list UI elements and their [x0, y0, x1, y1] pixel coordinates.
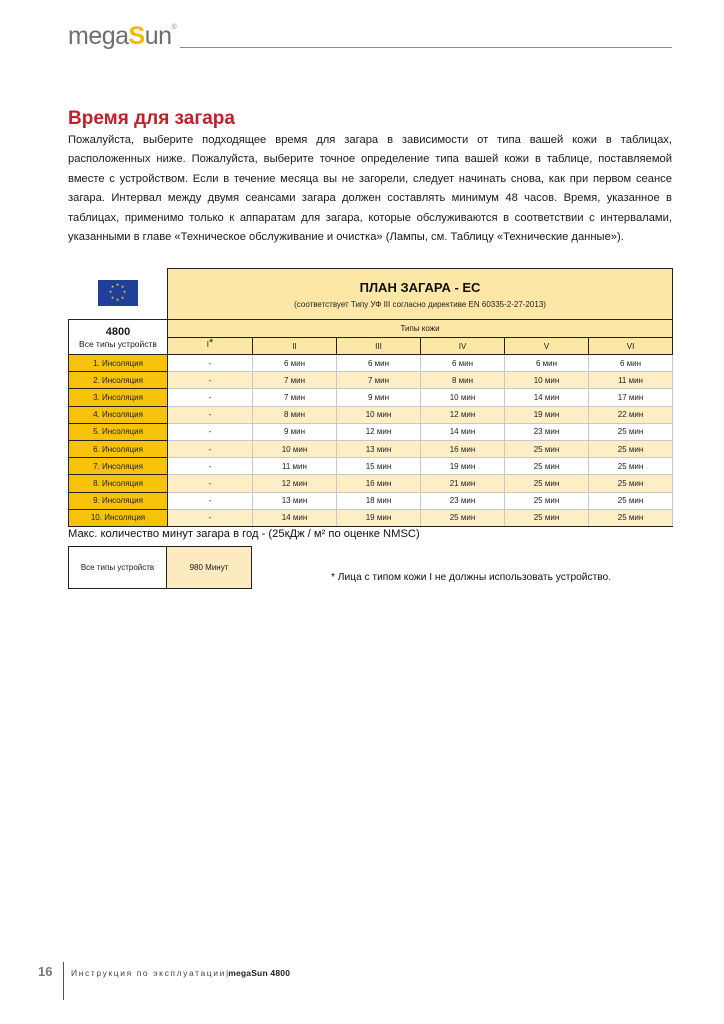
- time-cell: 10 мин: [505, 372, 589, 389]
- table-row: [69, 372, 673, 389]
- time-cell: 8 мин: [421, 372, 505, 389]
- model-number: 4800: [105, 325, 131, 338]
- time-cell: 6 мин: [337, 355, 421, 372]
- time-cell: 10 мин: [421, 389, 505, 406]
- session-label: 10. Инсоляция: [69, 509, 168, 526]
- plan-title: ПЛАН ЗАГАРА - ЕС: [359, 279, 481, 295]
- time-cell: 25 мин: [589, 475, 673, 492]
- footer-product: megaSun 4800: [228, 968, 291, 978]
- time-cell: 9 мин: [337, 389, 421, 406]
- time-cell: 12 мин: [253, 475, 337, 492]
- skin-types-header: Типы кожи: [168, 320, 673, 338]
- footnote: * Лица с типом кожи I не должны использовать устройство.: [331, 572, 612, 583]
- time-cell: 9 мин: [253, 423, 337, 440]
- time-cell: 16 мин: [337, 475, 421, 492]
- table-row: [69, 475, 673, 492]
- skin-type-header: II: [253, 338, 337, 355]
- time-cell: 12 мин: [337, 423, 421, 440]
- skin-type-label: I: [206, 340, 209, 349]
- time-cell: 22 мин: [589, 406, 673, 423]
- eu-flag-icon: ★ ★ ★ ★ ★ ★ ★ ★: [98, 280, 138, 306]
- time-cell: -: [168, 406, 253, 423]
- table-row: [69, 389, 673, 406]
- time-cell: 10 мин: [337, 406, 421, 423]
- time-cell: -: [168, 355, 253, 372]
- session-label: 6. Инсоляция: [69, 440, 168, 457]
- time-cell: 14 мин: [421, 423, 505, 440]
- time-cell: 25 мин: [589, 440, 673, 457]
- time-cell: -: [168, 458, 253, 475]
- time-cell: 6 мин: [505, 355, 589, 372]
- time-cell: 10 мин: [253, 440, 337, 457]
- time-cell: 7 мин: [253, 372, 337, 389]
- time-cell: 7 мин: [253, 389, 337, 406]
- yearly-max-table: [68, 546, 252, 589]
- time-cell: 23 мин: [505, 423, 589, 440]
- time-cell: -: [168, 389, 253, 406]
- time-cell: 25 мин: [505, 509, 589, 526]
- yearly-max-heading: Макс. количество минут загара в год - (25кДж / м² по оценке NMSC): [68, 528, 420, 540]
- yearly-minutes-cell: 980 Минут: [167, 547, 252, 589]
- time-cell: -: [168, 475, 253, 492]
- megasun-logo: [68, 22, 176, 51]
- time-cell: 25 мин: [589, 423, 673, 440]
- device-type-cell: Все типы устройств: [69, 547, 167, 589]
- time-cell: 23 мин: [421, 492, 505, 509]
- skin-type-header: VI: [589, 338, 673, 355]
- time-cell: -: [168, 440, 253, 457]
- time-cell: 25 мин: [589, 509, 673, 526]
- session-label: 7. Инсоляция: [69, 458, 168, 475]
- time-cell: 25 мин: [505, 475, 589, 492]
- footer-separator: |: [225, 968, 229, 978]
- session-label: 1. Инсоляция: [69, 355, 168, 372]
- time-cell: 14 мин: [505, 389, 589, 406]
- session-label: 3. Инсоляция: [69, 389, 168, 406]
- footer-text: [71, 968, 290, 978]
- flag-cell: [69, 269, 168, 320]
- plan-subtitle: (соответствует Типу УФ III согласно директиве EN 60335-2-27-2013): [294, 299, 546, 309]
- time-cell: 11 мин: [589, 372, 673, 389]
- footer-divider: [63, 962, 64, 1000]
- table-row: [69, 406, 673, 423]
- time-cell: 18 мин: [337, 492, 421, 509]
- skin-type-header: IV: [421, 338, 505, 355]
- section-title: Время для загара: [68, 108, 235, 129]
- time-cell: -: [168, 372, 253, 389]
- session-label: 5. Инсоляция: [69, 423, 168, 440]
- time-cell: -: [168, 492, 253, 509]
- intro-paragraph: Пожалуйста, выберите подходящее время для загара в зависимости от типа вашей кожи в таблицах, расположенных ниже. Пожалуйста, выберите точное определение типа вашей кожи в таблице, поставляемой вместе с устройством. Если в течение месяца вы не загорели, следует начинать снова, как при первом сеансе загара. Интервал между двумя сеансами загара должен составлять минимум 48 часов. Время, указанное в таблицах, применимо только к аппаратам для загара, которые обслуживаются в соответствии с интервалами, указанными в главе «Техническое обслуживание и очистка» (Лампы, см. Таблицу «Технические данные»).: [68, 134, 672, 244]
- table-row: [69, 509, 673, 526]
- time-cell: 21 мин: [421, 475, 505, 492]
- time-cell: 15 мин: [337, 458, 421, 475]
- time-cell: 25 мин: [505, 440, 589, 457]
- time-cell: 17 мин: [589, 389, 673, 406]
- time-cell: 6 мин: [253, 355, 337, 372]
- time-cell: 12 мин: [421, 406, 505, 423]
- logo-s: S: [128, 22, 145, 50]
- skin-type-header: [168, 338, 253, 355]
- time-cell: 8 мин: [253, 406, 337, 423]
- table-row: [69, 423, 673, 440]
- tanning-plan-table: [68, 268, 673, 527]
- time-cell: 25 мин: [421, 509, 505, 526]
- model-cell: [69, 320, 168, 355]
- time-cell: 16 мин: [421, 440, 505, 457]
- time-cell: 19 мин: [337, 509, 421, 526]
- table-row: [69, 440, 673, 457]
- table-row: [69, 492, 673, 509]
- time-cell: 25 мин: [589, 492, 673, 509]
- session-label: 9. Инсоляция: [69, 492, 168, 509]
- time-cell: 25 мин: [589, 458, 673, 475]
- skin-type-header: V: [505, 338, 589, 355]
- time-cell: 19 мин: [421, 458, 505, 475]
- time-cell: 25 мин: [505, 458, 589, 475]
- plan-header: [168, 269, 673, 320]
- skin-type-header: III: [337, 338, 421, 355]
- registered-mark: ®: [171, 24, 177, 31]
- time-cell: 7 мин: [337, 372, 421, 389]
- header-rule: [180, 47, 672, 48]
- asterisk-mark: *: [208, 337, 214, 349]
- time-cell: 25 мин: [505, 492, 589, 509]
- time-cell: 14 мин: [253, 509, 337, 526]
- time-cell: -: [168, 423, 253, 440]
- time-cell: 13 мин: [337, 440, 421, 457]
- table-row: [69, 458, 673, 475]
- session-label: 4. Инсоляция: [69, 406, 168, 423]
- time-cell: -: [168, 509, 253, 526]
- time-cell: 13 мин: [253, 492, 337, 509]
- time-cell: 11 мин: [253, 458, 337, 475]
- session-label: 8. Инсоляция: [69, 475, 168, 492]
- logo-prefix: mega: [68, 22, 129, 50]
- logo-suffix: un: [144, 22, 172, 50]
- time-cell: 6 мин: [421, 355, 505, 372]
- time-cell: 6 мин: [589, 355, 673, 372]
- session-label: 2. Инсоляция: [69, 372, 168, 389]
- page-number: 16: [38, 964, 53, 979]
- footer-doc-title: Инструкция по эксплуатации: [71, 968, 226, 978]
- time-cell: 19 мин: [505, 406, 589, 423]
- model-subtitle: Все типы устройств: [79, 338, 157, 349]
- table-row: [69, 355, 673, 372]
